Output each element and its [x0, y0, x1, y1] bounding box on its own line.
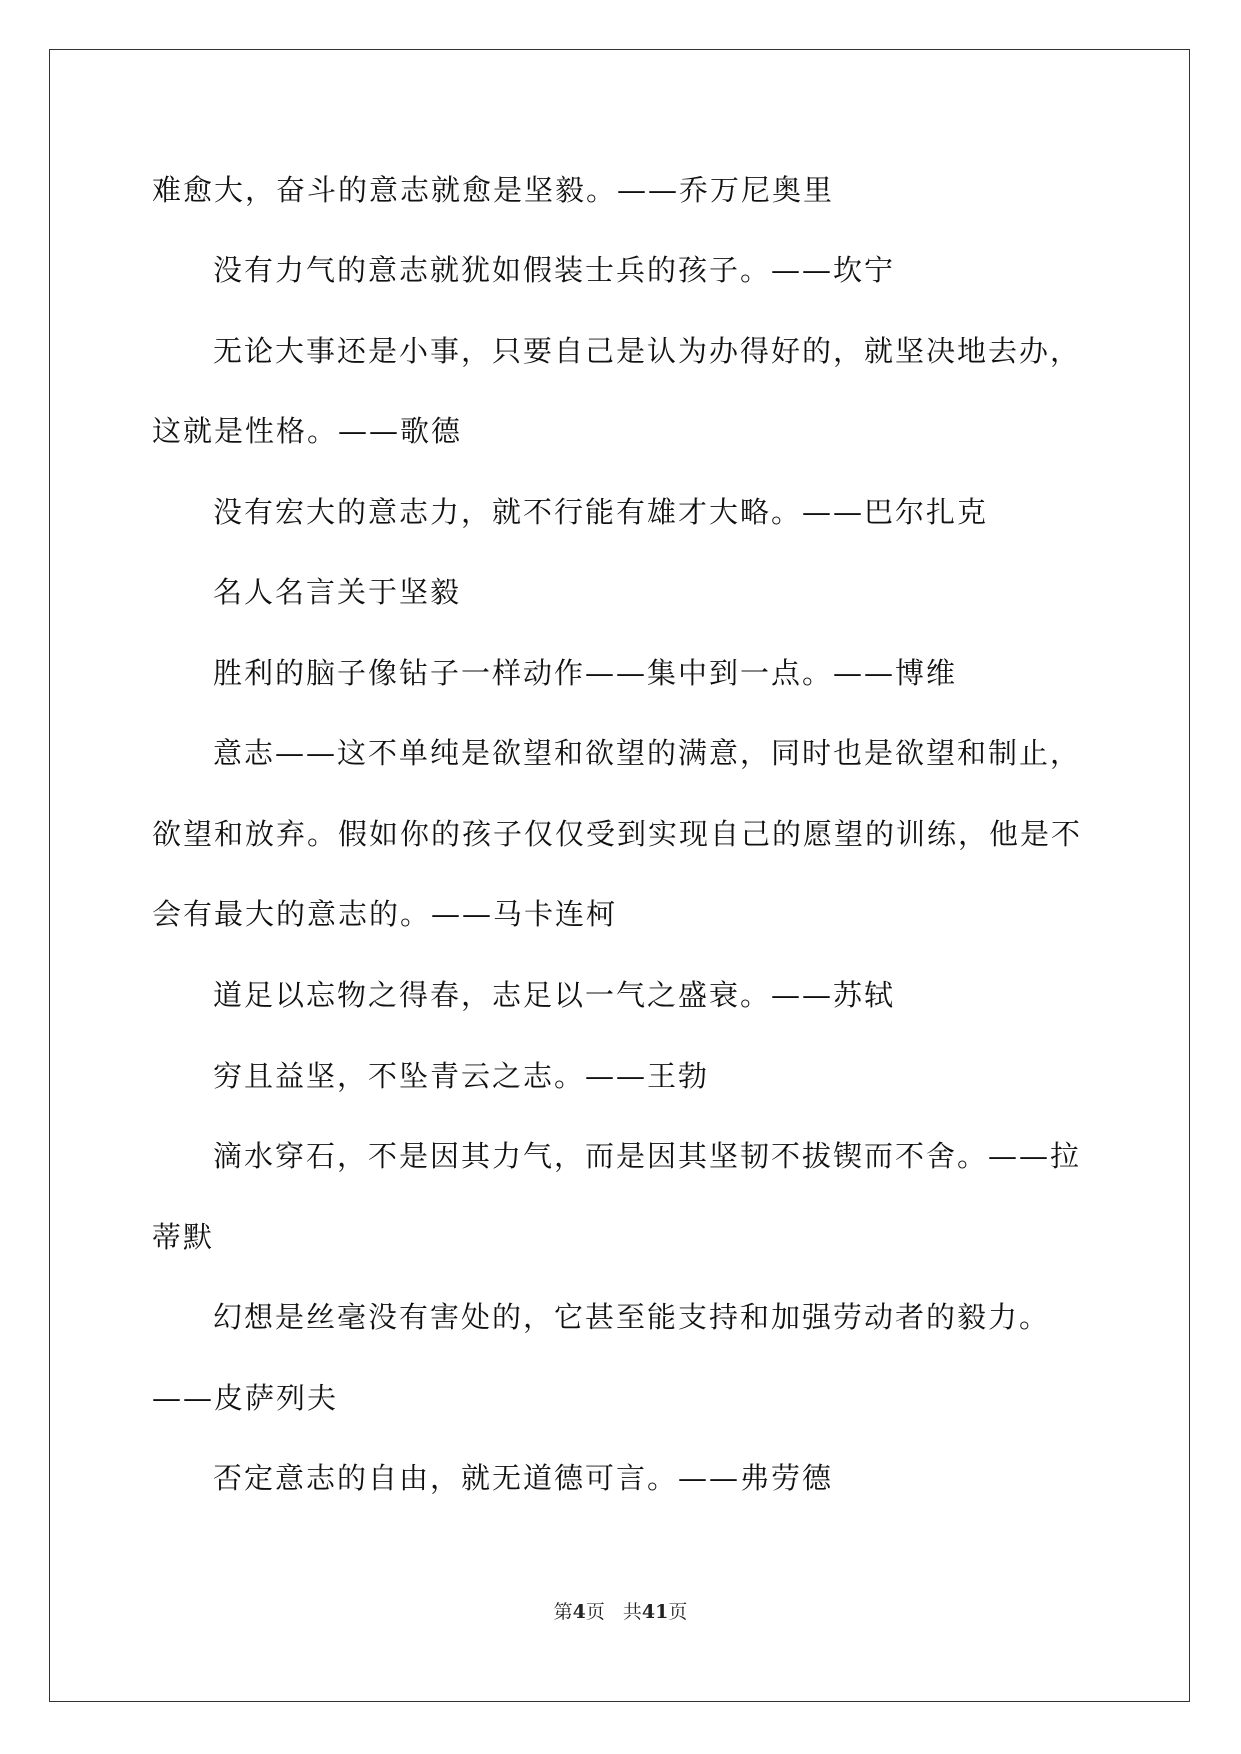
total-prefix: 共 [622, 1601, 642, 1623]
text-line: 蒂默 [152, 1220, 215, 1254]
text-line: 难愈大，奋斗的意志就愈是坚毅。——乔万尼奥里 [152, 173, 835, 207]
page-prefix: 第 [553, 1601, 573, 1623]
total-pages: 41 [641, 1601, 669, 1623]
text-line: ——皮萨列夫 [152, 1381, 339, 1415]
text-line: 欲望和放弃。假如你的孩子仅仅受到实现自己的愿望的训练，他是不 [152, 817, 1083, 851]
page-suffix: 页 [585, 1601, 605, 1623]
text-line: 道足以忘物之得春，志足以一气之盛衰。——苏轼 [213, 978, 896, 1012]
section-heading: 名人名言关于坚毅 [213, 575, 462, 609]
total-suffix: 页 [668, 1601, 688, 1623]
text-line: 穷且益坚，不坠青云之志。——王勃 [213, 1059, 710, 1093]
page-border [49, 49, 1190, 1702]
text-line: 没有宏大的意志力，就不行能有雄才大略。——巴尔扎克 [213, 495, 989, 529]
text-line: 幻想是丝毫没有害处的，它甚至能支持和加强劳动者的毅力。 [213, 1300, 1051, 1334]
text-line: 无论大事还是小事，只要自己是认为办得好的，就坚决地去办， [213, 334, 1082, 368]
text-line: 胜利的脑子像钻子一样动作——集中到一点。——博维 [213, 656, 958, 690]
text-line: 意志——这不单纯是欲望和欲望的满意，同时也是欲望和制止， [213, 736, 1082, 770]
text-line: 没有力气的意志就犹如假装士兵的孩子。——坎宁 [213, 253, 896, 287]
text-line: 否定意志的自由，就无道德可言。——弗劳德 [213, 1461, 834, 1495]
text-line: 这就是性格。——歌德 [152, 414, 463, 448]
text-line: 会有最大的意志的。——马卡连柯 [152, 897, 618, 931]
page-footer [0, 1597, 1241, 1624]
text-line: 滴水穿石，不是因其力气，而是因其坚韧不拔锲而不舍。——拉 [213, 1139, 1082, 1173]
page-number: 4 [572, 1601, 586, 1623]
